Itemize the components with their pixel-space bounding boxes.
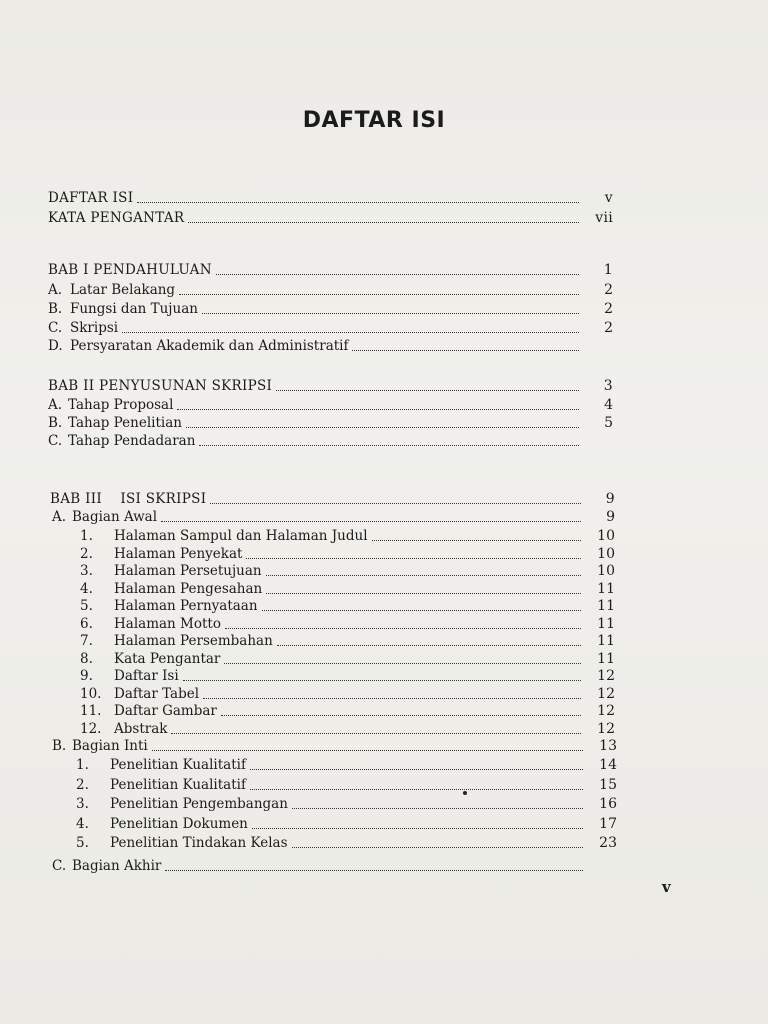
toc-section-c xyxy=(52,856,617,876)
toc-entry-num: 5. xyxy=(76,835,89,851)
toc-section-b xyxy=(52,736,617,756)
dot-leader xyxy=(224,663,581,664)
dot-leader xyxy=(262,610,581,611)
toc-entry-label: Penelitian Kualitatif xyxy=(110,757,246,773)
toc-subentry xyxy=(76,814,617,834)
toc-chapter-bab-3 xyxy=(50,489,615,509)
toc-entry-page: 12 xyxy=(597,703,615,719)
toc-entry-num: 4. xyxy=(80,580,93,597)
toc-entry-label: Halaman Persetujuan xyxy=(114,563,262,579)
toc-entry-page: 2 xyxy=(604,282,613,298)
toc-subentry xyxy=(76,794,617,814)
dot-leader xyxy=(161,521,581,522)
toc-entry-label: Tahap Proposal xyxy=(68,397,174,413)
toc-entry-page: 11 xyxy=(597,580,615,597)
dot-leader xyxy=(188,222,579,223)
page-number: v xyxy=(662,878,671,896)
dot-leader xyxy=(183,680,581,681)
toc-entry-page: 16 xyxy=(599,796,617,812)
chapter-heading: BAB III ISI SKRIPSI xyxy=(50,491,207,507)
toc-entry xyxy=(48,299,613,319)
toc-entry-label: Penelitian Tindakan Kelas xyxy=(110,835,288,851)
toc-entry-label: Penelitian Dokumen xyxy=(110,815,248,832)
toc-entry-page: 14 xyxy=(599,757,617,773)
toc-subentry xyxy=(76,775,617,795)
dot-leader xyxy=(250,769,583,770)
dot-leader xyxy=(203,698,581,699)
toc-entry-num: C. xyxy=(52,858,67,874)
toc-chapter-bab-2 xyxy=(48,376,613,396)
toc-entry-label: Fungsi dan Tujuan xyxy=(70,301,198,317)
toc-entry-num: 1. xyxy=(76,757,89,773)
toc-entry-num: A. xyxy=(48,282,63,298)
toc-entry-page: 12 xyxy=(597,668,615,684)
toc-entry-label: Halaman Motto xyxy=(114,615,221,632)
toc-entry-page: 10 xyxy=(597,528,615,544)
toc-entry xyxy=(48,413,613,433)
toc-entry-num: 12. xyxy=(80,720,102,737)
toc-entry-label: Halaman Sampul dan Halaman Judul xyxy=(114,528,368,544)
toc-entry-label: Daftar Gambar xyxy=(114,703,217,719)
toc-entry-page: 9 xyxy=(605,491,615,507)
toc-entry-page: 12 xyxy=(597,685,615,702)
dot-leader xyxy=(252,828,583,829)
toc-entry xyxy=(48,431,613,451)
toc-entry-label: Tahap Pendadaran xyxy=(68,433,196,449)
dot-leader xyxy=(352,350,579,351)
toc-entry-label: Daftar Tabel xyxy=(114,685,200,702)
dot-leader xyxy=(186,427,579,428)
dot-leader xyxy=(221,715,581,716)
toc-entry-page: vii xyxy=(595,210,613,226)
chapter-heading: BAB II PENYUSUNAN SKRIPSI xyxy=(48,378,273,394)
toc-entry-label: Halaman Penyekat xyxy=(114,545,243,562)
toc-entry-label: Kata Pengantar xyxy=(114,650,221,667)
ink-speck xyxy=(463,791,467,795)
toc-entry-page: 1 xyxy=(603,262,613,278)
toc-entry-page: 23 xyxy=(599,835,617,851)
toc-entry xyxy=(48,395,613,415)
toc-entry-num: B. xyxy=(48,301,63,317)
toc-entry-num: D. xyxy=(48,338,63,354)
toc-entry-num: 7. xyxy=(80,633,93,649)
dot-leader xyxy=(171,733,581,734)
toc-entry-page: 17 xyxy=(599,815,617,832)
toc-entry-page: 9 xyxy=(606,509,615,525)
toc-entry xyxy=(48,280,613,300)
toc-entry-num: 1. xyxy=(80,528,93,544)
toc-entry-label: Latar Belakang xyxy=(70,282,176,298)
toc-entry-label: Penelitian Pengembangan xyxy=(110,796,288,812)
dot-leader xyxy=(122,332,579,333)
toc-entry-label: Penelitian Kualitatif xyxy=(110,776,246,793)
toc-entry-page: 12 xyxy=(597,720,615,737)
toc-entry-label: Abstrak xyxy=(114,720,168,737)
dot-leader xyxy=(177,409,579,410)
toc-entry-label: Halaman Persembahan xyxy=(114,633,273,649)
toc-subentry xyxy=(76,833,617,853)
toc-entry-label: Bagian Inti xyxy=(72,738,148,754)
toc-section-a xyxy=(52,507,615,527)
dot-leader xyxy=(292,808,583,809)
toc-entry-label: Tahap Penelitian xyxy=(68,415,182,431)
toc-entry-num: 9. xyxy=(80,668,93,684)
dot-leader xyxy=(372,540,581,541)
toc-entry-num: 11. xyxy=(80,703,102,719)
toc-entry-label: DAFTAR ISI xyxy=(48,190,134,206)
toc-entry-num: 5. xyxy=(80,598,93,614)
toc-entry-page: 2 xyxy=(604,301,613,317)
toc-entry-page: 15 xyxy=(599,776,617,793)
toc-entry-num: 2. xyxy=(80,545,93,562)
toc-entry xyxy=(48,318,613,338)
toc-entry-label: Halaman Pengesahan xyxy=(114,580,263,597)
toc-entry-label: Bagian Akhir xyxy=(72,858,162,874)
toc-entry-num: 10. xyxy=(80,685,102,702)
dot-leader xyxy=(137,202,579,203)
toc-entry-label: KATA PENGANTAR xyxy=(48,210,185,226)
dot-leader xyxy=(216,274,579,275)
toc-entry-page: 11 xyxy=(597,650,615,667)
toc-entry-num: 3. xyxy=(76,796,89,812)
dot-leader xyxy=(266,593,581,594)
toc-entry-num: B. xyxy=(52,738,67,754)
toc-entry-num: C. xyxy=(48,433,63,449)
dot-leader xyxy=(179,294,579,295)
toc-entry-page: 5 xyxy=(604,415,613,431)
toc-entry-label: Halaman Pernyataan xyxy=(114,598,258,614)
dot-leader xyxy=(277,645,581,646)
toc-entry xyxy=(48,336,613,356)
toc-entry-daftar-isi xyxy=(48,188,613,208)
toc-entry-page: 10 xyxy=(597,563,615,579)
dot-leader xyxy=(210,503,581,504)
page-title: DAFTAR ISI xyxy=(302,108,446,133)
toc-entry-num: C. xyxy=(48,320,63,336)
toc-entry-page: 11 xyxy=(597,615,615,632)
toc-entry-label: Bagian Awal xyxy=(72,509,158,525)
toc-entry-label: Persyaratan Akademik dan Administratif xyxy=(70,338,349,354)
toc-entry-page: v xyxy=(604,190,613,206)
toc-entry-page: 11 xyxy=(597,598,615,614)
dot-leader xyxy=(250,789,583,790)
toc-entry-page: 3 xyxy=(603,378,613,394)
toc-entry-num: 2. xyxy=(76,776,89,793)
toc-entry-label: Daftar Isi xyxy=(114,668,179,684)
toc-subentry xyxy=(76,755,617,775)
toc-entry-page: 11 xyxy=(597,633,615,649)
toc-entry-kata-pengantar xyxy=(48,208,613,228)
toc-entry-page: 13 xyxy=(599,738,617,754)
dot-leader xyxy=(165,870,583,871)
toc-entry-page: 4 xyxy=(604,397,613,413)
chapter-heading: BAB I PENDAHULUAN xyxy=(48,262,212,278)
toc-chapter-bab-1 xyxy=(48,260,613,280)
toc-entry-page: 10 xyxy=(597,545,615,562)
toc-entry-num: A. xyxy=(52,509,67,525)
toc-entry-num: A. xyxy=(48,397,63,413)
toc-entry-num: B. xyxy=(48,415,63,431)
dot-leader xyxy=(152,750,583,751)
dot-leader xyxy=(246,558,581,559)
dot-leader xyxy=(292,847,584,848)
toc-entry-label: Skripsi xyxy=(70,320,119,336)
toc-entry-num: 8. xyxy=(80,650,93,667)
toc-entry-num: 4. xyxy=(76,815,89,832)
toc-entry-num: 6. xyxy=(80,615,93,632)
dot-leader xyxy=(225,628,581,629)
toc-entry-page: 2 xyxy=(604,320,613,336)
dot-leader xyxy=(199,445,579,446)
dot-leader xyxy=(202,313,579,314)
dot-leader xyxy=(276,390,579,391)
dot-leader xyxy=(266,575,581,576)
toc-entry-num: 3. xyxy=(80,563,93,579)
